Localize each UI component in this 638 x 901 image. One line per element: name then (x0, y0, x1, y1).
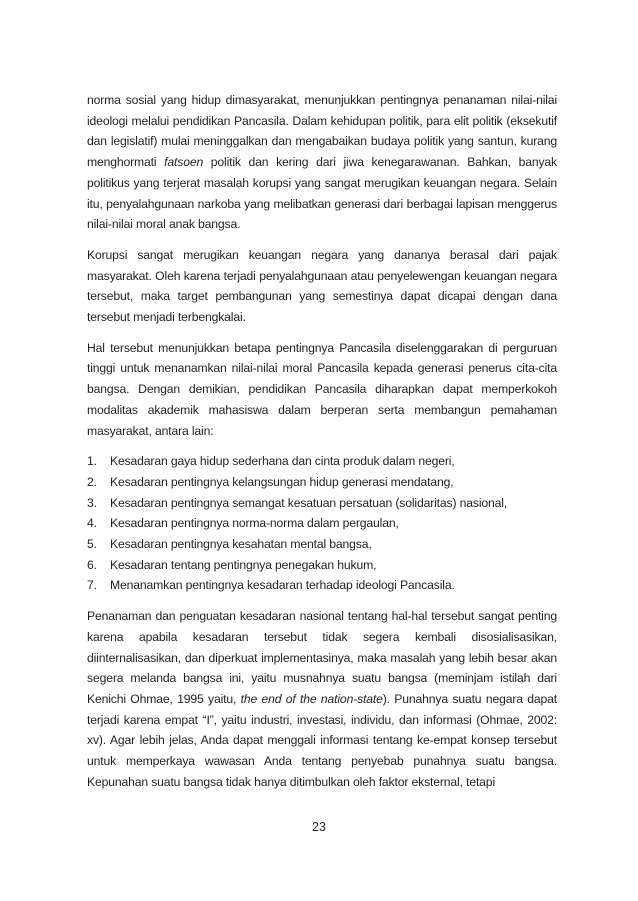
paragraph-1-text-b: politik dan kering dari jiwa kenegarawanan. Bahkan, banyak politikus yang terjerat masalah korupsi yang sangat merugikan keuangan negara. Selain itu, penyalahgunaan narkoba yang melibatkan generasi dari berbagai lapisan menggerus nilai-nilai moral anak bangsa. (87, 155, 557, 232)
list-item-number: 5. (87, 537, 97, 552)
list-item (87, 555, 557, 576)
paragraph-4-text-a: Penanaman dan penguatan kesadaran nasional tentang hal-hal tersebut sangat penting karena apabila kesadaran tersebut tidak segera kembali disosialisasikan, diinternalisasikan, dan diperkuat implementasinya, maka masalah yang lebih besar akan segera melanda bangsa ini, yaitu musnahnya suatu bangsa (meminjam istilah dari Kenichi Ohmae, 1995 yaitu, (87, 609, 557, 706)
paragraph-4-italic-term: the end of the nation-state (240, 691, 383, 706)
document-page (87, 90, 557, 803)
list-item-text: Kesadaran gaya hidup sederhana dan cinta produk dalam negeri, (110, 454, 455, 469)
list-item (87, 472, 557, 493)
list-item (87, 534, 557, 555)
page-number: 23 (312, 820, 326, 834)
list-item-number: 2. (87, 474, 97, 489)
list-item (87, 451, 557, 472)
list-item-text: Kesadaran pentingnya norma-norma dalam pergaulan, (110, 516, 399, 531)
list-item (87, 493, 557, 514)
list-item-number: 7. (87, 578, 97, 593)
list-item-text: Kesadaran pentingnya kesahatan mental bangsa, (110, 537, 372, 552)
paragraph-1 (87, 90, 557, 235)
list-item-text: Kesadaran pentingnya semangat kesatuan persatuan (solidaritas) nasional, (110, 495, 508, 510)
list-item-text: Menanamkan pentingnya kesadaran terhadap ideologi Pancasila. (110, 578, 455, 593)
list-item-number: 1. (87, 454, 97, 469)
awareness-list (87, 451, 557, 596)
paragraph-1-text-a: norma sosial yang hidup dimasyarakat, menunjukkan pentingnya penanaman nilai-nilai ideologi melalui pendidikan Pancasila. Dalam kehidupan politik, para elit politik (eksekutif dan legislatif) mulai meninggalkan dan mengabaikan budaya politik yang santun, kurang menghormati (87, 93, 557, 170)
paragraph-3: Hal tersebut menunjukkan betapa pentingnya Pancasila diselenggarakan di perguruan tinggi untuk menanamkan nilai-nilai moral Pancasila kepada generasi penerus cita-cita bangsa. Dengan demikian, pendidikan Pancasila diharapkan dapat memperkokoh modalitas akademik mahasiswa dalam berperan serta membangun pemahaman masyarakat, antara lain: (87, 340, 557, 438)
paragraph-2: Korupsi sangat merugikan keuangan negara yang dananya berasal dari pajak masyarakat. Oleh karena terjadi penyalahgunaan atau penyelewengan keuangan negara tersebut, maka target pembangunan yang semestinya dapat dicapai dengan dana tersebut menjadi terbengkalai. (87, 247, 557, 325)
list-item-text: Kesadaran pentingnya kelangsungan hidup generasi mendatang, (110, 474, 454, 489)
list-item-number: 6. (87, 557, 97, 572)
paragraph-1-italic-term: fatsoen (164, 155, 204, 170)
list-item-number: 4. (87, 516, 97, 531)
list-item (87, 575, 557, 596)
list-item-text: Kesadaran tentang pentingnya penegakan hukum, (110, 557, 377, 572)
list-item-number: 3. (87, 495, 97, 510)
list-item (87, 513, 557, 534)
paragraph-4 (87, 606, 557, 792)
paragraph-4-text-b: ). Punahnya suatu negara dapat terjadi karena empat “I”, yaitu industri, investasi, individu, dan informasi (Ohmae, 2002: xv). Agar lebih jelas, Anda dapat menggali informasi tentang ke-empat konsep tersebut untuk memperkaya wawasan Anda tentang penyebab punahnya suatu bangsa. Kepunahan suatu bangsa tidak hanya ditimbulkan oleh faktor eksternal, tetapi (87, 691, 557, 789)
